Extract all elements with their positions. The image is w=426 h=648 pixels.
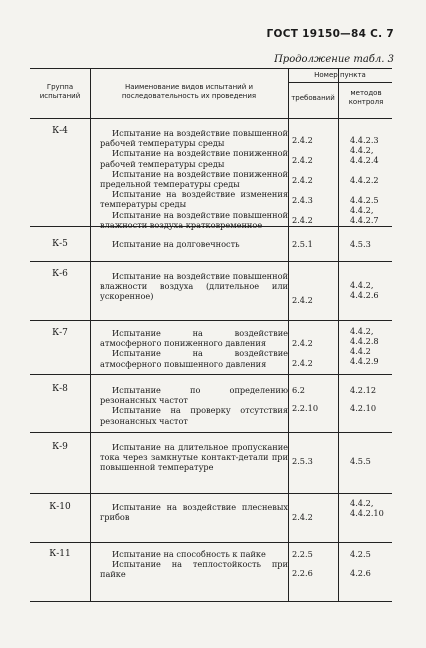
method-ref: 4.4.2.8 — [350, 336, 379, 346]
header-requirements: требований — [291, 94, 335, 102]
requirement-ref: 2.5.1 — [292, 239, 313, 249]
test-name: Испытание на воздействие атмосферного пониженного давления — [100, 328, 288, 349]
group-code: К-10 — [49, 502, 71, 512]
test-name: Испытание на воздействие повышенной влажности воздуха кратковременное — [100, 209, 288, 230]
method-ref: 4.4.2, — [350, 326, 374, 336]
requirement-ref: 2.4.2 — [292, 175, 313, 185]
requirement-ref: 2.5.3 — [292, 456, 313, 466]
requirement-ref: 2.2.10 — [292, 403, 319, 413]
table-row — [30, 543, 392, 602]
test-name: Испытание на длительное пропускание тока через замкнутые контакт-детали при повышенной температуре — [100, 442, 288, 473]
group-code: К-5 — [52, 239, 68, 249]
method-ref: 4.4.2.6 — [350, 290, 379, 300]
group-code: К-11 — [49, 549, 71, 559]
test-name: Испытание на воздействие повышенной влажности воздуха (длительное или ускоренное) — [100, 271, 288, 302]
test-name: Испытание на долговечность — [112, 239, 240, 249]
table-row — [30, 433, 392, 494]
requirement-ref: 2.4.2 — [292, 338, 313, 348]
method-ref: 4.2.5 — [350, 549, 371, 559]
test-name: Испытание по определению резонансных частот — [100, 385, 288, 406]
method-ref: 4.4.2, — [350, 205, 374, 215]
method-ref: 4.4.2.10 — [350, 508, 384, 518]
method-ref: 4.5.5 — [350, 456, 371, 466]
test-name: Испытание на воздействие повышенной рабочей температуры среды — [100, 128, 288, 149]
method-ref: 4.4.2, — [350, 498, 374, 508]
method-ref: 4.2.6 — [350, 568, 371, 578]
test-name: Испытание на проверку отсутствия резонансных частот — [100, 405, 288, 426]
method-ref: 4.4.2.4 — [350, 155, 379, 165]
requirement-ref: 2.4.2 — [292, 155, 313, 165]
requirement-ref: 2.4.2 — [292, 215, 313, 225]
test-list — [100, 128, 288, 230]
header-test-name: Наименование видов испытаний и последовательность их проведения — [121, 83, 257, 100]
table-row — [30, 262, 392, 321]
group-code: К-9 — [52, 442, 68, 452]
table-row — [30, 321, 392, 375]
requirement-ref: 2.2.5 — [292, 549, 313, 559]
table-row — [30, 119, 392, 230]
requirement-ref: 2.4.3 — [292, 195, 313, 205]
table-row — [30, 227, 392, 262]
test-name: Испытание на способность к пайке — [112, 549, 266, 559]
header-methods: методов контроля — [348, 89, 384, 106]
continuation-label: Продолжение табл. 3 — [274, 54, 394, 65]
requirement-ref: 2.4.2 — [292, 512, 313, 522]
requirement-ref: 2.2.6 — [292, 568, 313, 578]
method-ref: 4.4.2.2 — [350, 175, 379, 185]
test-name: Испытание на воздействие пониженной рабочей температуры среды — [100, 148, 288, 169]
test-name: Испытание на воздействие изменения температуры среды — [100, 189, 288, 210]
group-code: К-6 — [52, 269, 68, 279]
table-row — [30, 494, 392, 543]
tests-table — [30, 68, 392, 602]
method-ref: 4.4.2, — [350, 280, 374, 290]
test-name: Испытание на теплостойкость при пайке — [100, 559, 288, 580]
method-ref: 4.5.3 — [350, 239, 371, 249]
table-row — [30, 375, 392, 433]
header-group: Группа испытаний — [39, 83, 81, 100]
group-code: К-7 — [52, 328, 68, 338]
method-ref: 4.4.2.5 — [350, 195, 379, 205]
group-code: К-8 — [52, 384, 68, 394]
method-ref: 4.4.2.3 — [350, 135, 379, 145]
test-name: Испытание на воздействие пониженной предельной температуры среды — [100, 168, 288, 190]
requirement-ref: 2.4.2 — [292, 295, 313, 305]
method-ref: 4.2.12 — [350, 385, 377, 395]
method-ref: 4.4.2, — [350, 145, 374, 155]
table-header — [30, 69, 392, 119]
test-name: Испытание на воздействие атмосферного повышенного давления — [100, 348, 288, 369]
method-ref: 4.4.2.7 — [350, 215, 379, 225]
page-header: ГОСТ 19150—84 С. 7 — [266, 28, 394, 40]
method-ref: 4.4.2.9 — [350, 356, 379, 366]
requirement-ref: 2.4.2 — [292, 358, 313, 368]
requirement-ref: 6.2 — [292, 385, 306, 395]
header-point-number: Номер пункта — [314, 71, 366, 79]
group-code: К-4 — [52, 126, 68, 136]
method-ref: 4.2.10 — [350, 403, 377, 413]
test-name: Испытание на воздействие плесневых грибов — [100, 502, 288, 523]
requirement-ref: 2.4.2 — [292, 135, 313, 145]
method-ref: 4.4.2 — [350, 346, 371, 356]
